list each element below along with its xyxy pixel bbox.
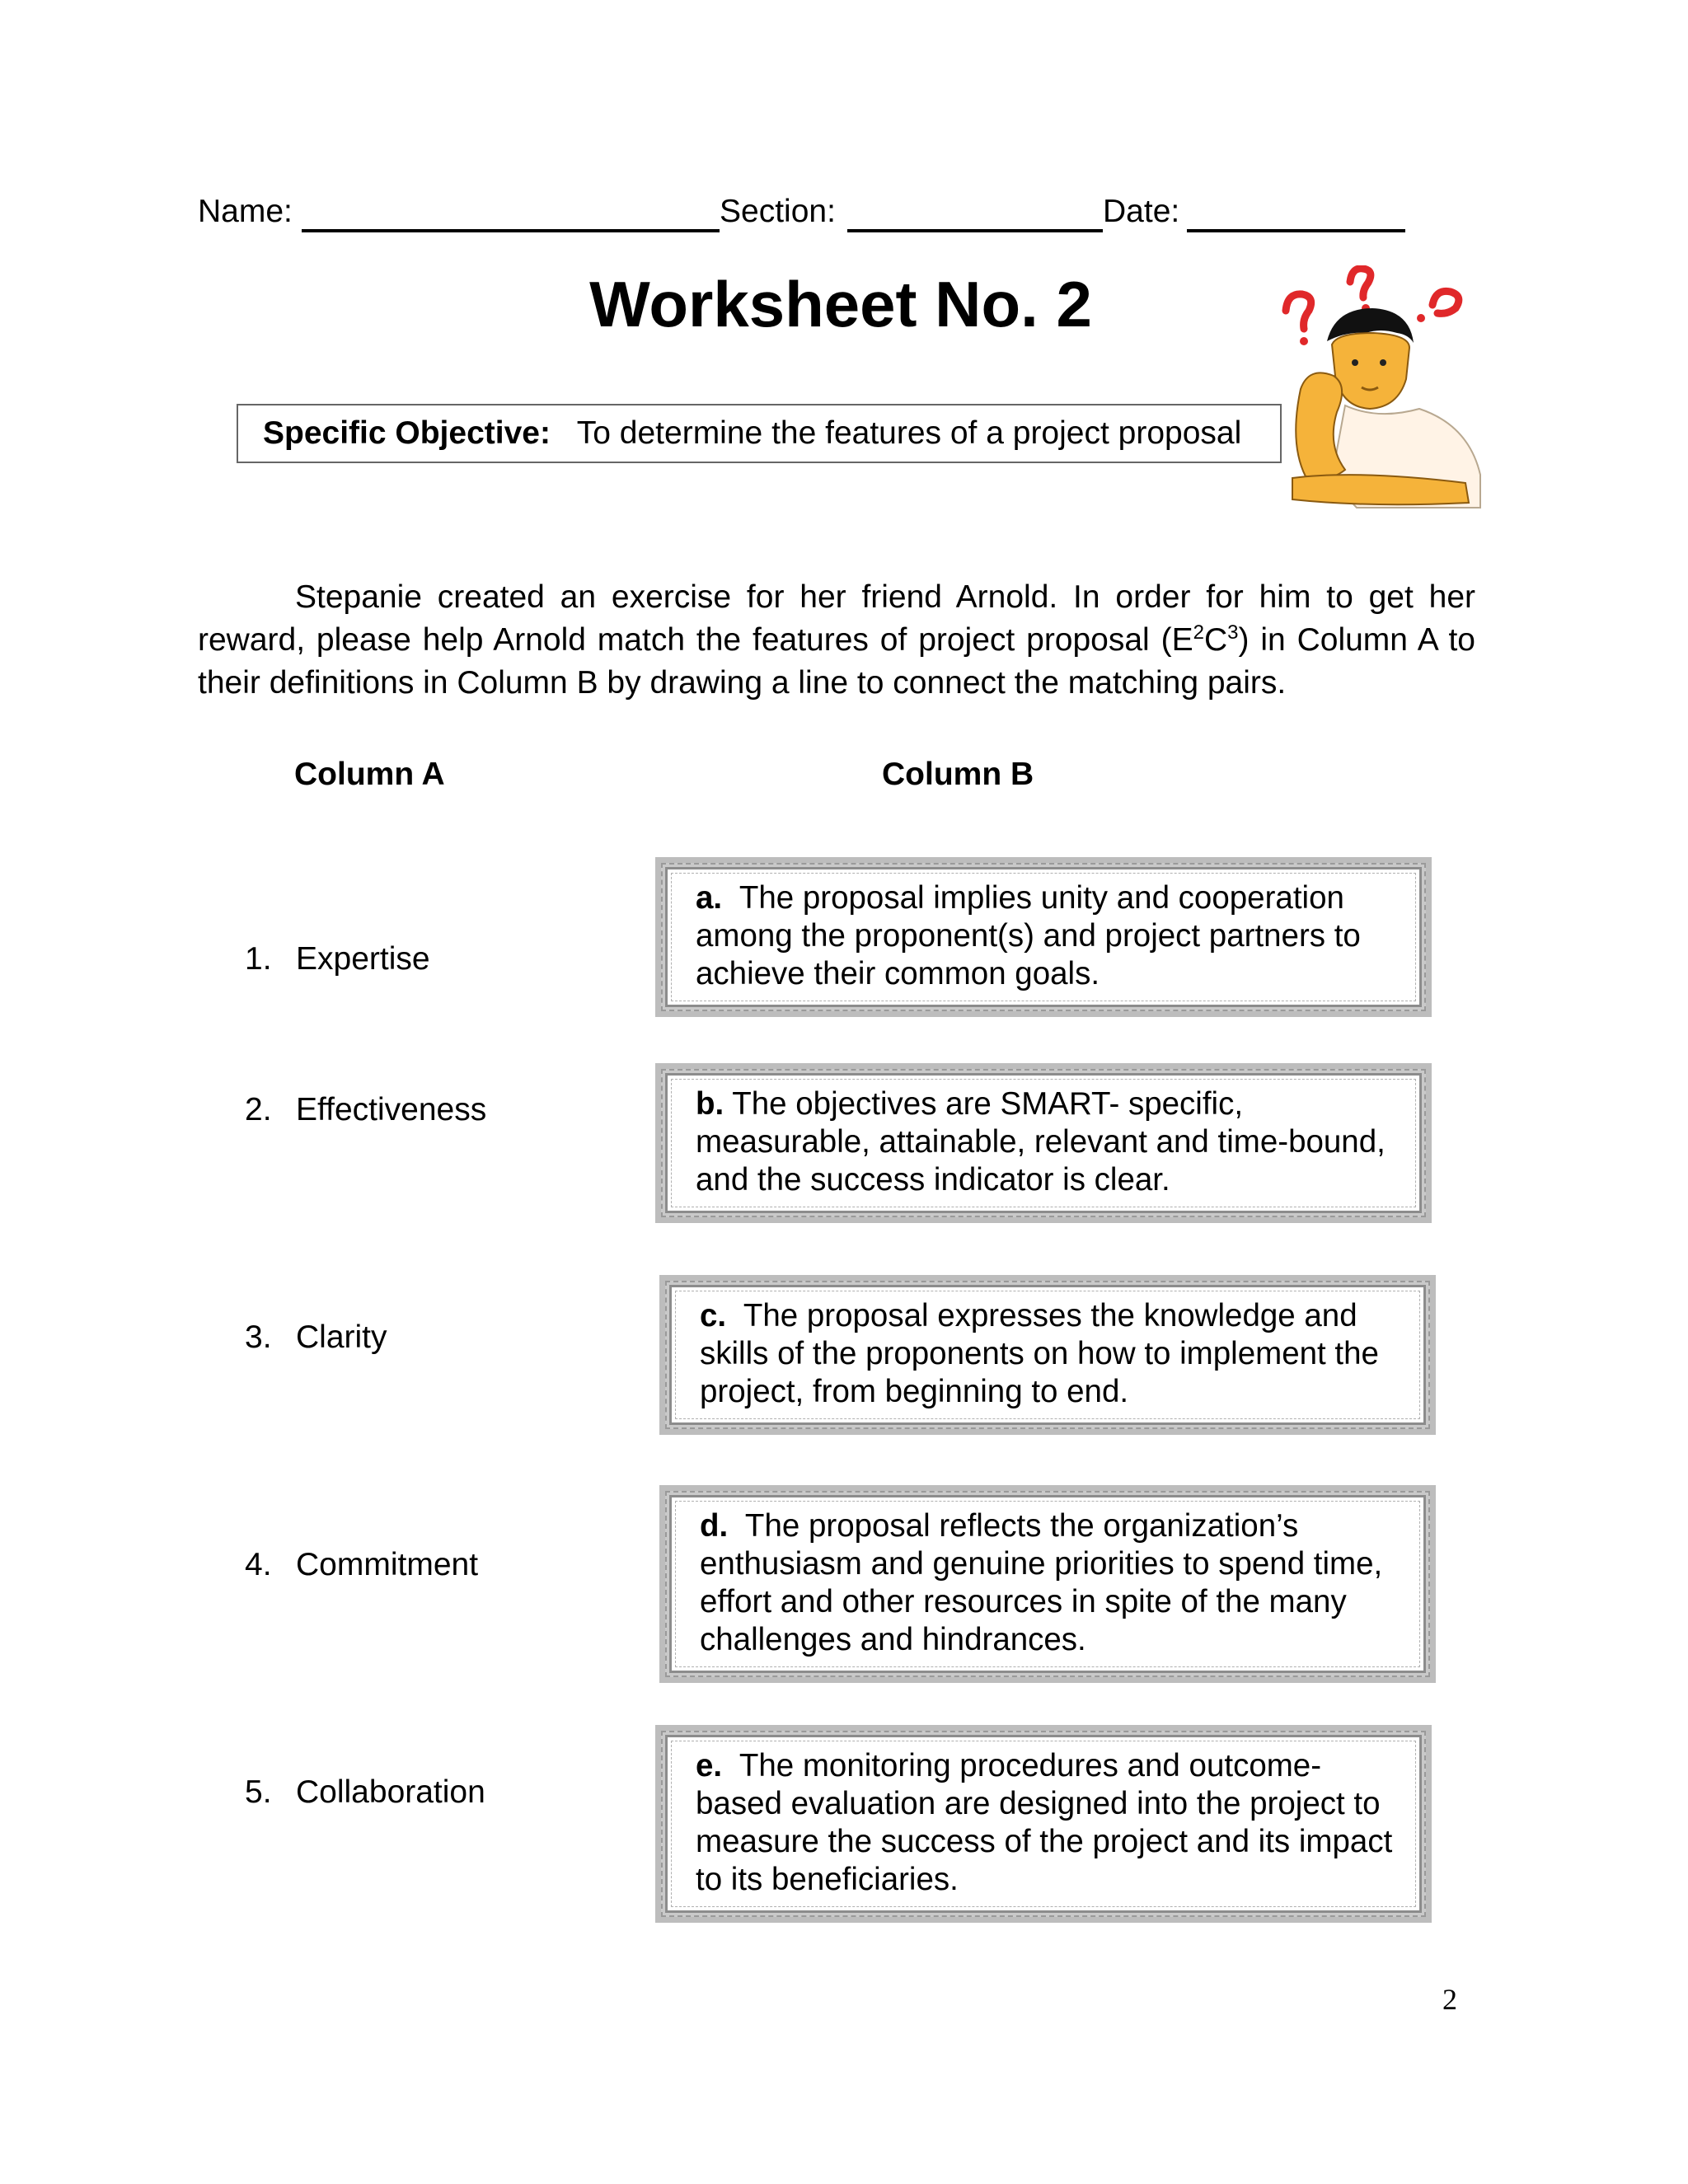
item-number: 5. <box>245 1774 272 1810</box>
objective-label: Specific Objective: <box>263 415 551 451</box>
column-a-item[interactable] <box>245 1319 387 1356</box>
instructions-text-2: ) in Column A to their definitions in Column B by drawing a line to connect the matching pairs. <box>198 622 1475 701</box>
worksheet-title: Worksheet No. 2 <box>589 268 1092 340</box>
date-blank[interactable] <box>1187 229 1405 232</box>
definition-letter: b. <box>696 1086 724 1122</box>
item-label: Collaboration <box>296 1774 485 1810</box>
column-a-heading: Column A <box>294 757 445 792</box>
objective-box <box>237 404 1282 463</box>
superscript-3: 3 <box>1227 621 1239 644</box>
column-a-item[interactable] <box>245 1092 486 1128</box>
objective-text: To determine the features of a project proposal <box>576 415 1242 451</box>
definition-letter: d. <box>700 1508 729 1544</box>
item-number: 1. <box>245 941 272 977</box>
definition-letter: e. <box>696 1748 723 1783</box>
column-a-item[interactable] <box>245 1547 478 1583</box>
definition-text: The objectives are SMART- specific, measurable, attainable, relevant and time-bound, and the success indicator is clear. <box>696 1086 1386 1197</box>
thinking-person-with-question-marks-icon <box>1276 265 1484 509</box>
name-blank[interactable] <box>302 229 720 232</box>
name-label: Name: <box>198 194 293 229</box>
definition-text: The proposal reflects the organization’s enthusiasm and genuine priorities to spend time, effort and other resources in spite of the many challenges and hindrances. <box>700 1508 1383 1657</box>
date-label: Date: <box>1103 194 1180 229</box>
item-number: 3. <box>245 1319 272 1355</box>
definition-letter: a. <box>696 880 723 916</box>
column-b-definition-box[interactable] <box>655 1063 1432 1223</box>
item-label: Clarity <box>296 1319 387 1355</box>
item-label: Expertise <box>296 941 430 977</box>
instructions-paragraph <box>198 576 1475 705</box>
section-blank[interactable] <box>847 229 1103 232</box>
column-b-definition-box[interactable] <box>655 1725 1432 1923</box>
instructions-text-1: Stepanie created an exercise for her friend Arnold. In order for him to get her reward, please help Arnold match the features of project proposal (E <box>198 579 1475 658</box>
definition-text: The monitoring procedures and outcome-based evaluation are designed into the project to measure the success of the project and its impact to its beneficiaries. <box>696 1748 1393 1897</box>
student-info-row <box>198 194 1418 243</box>
column-b-definition-box[interactable] <box>659 1275 1436 1435</box>
column-b-definition-box[interactable] <box>655 857 1432 1017</box>
definition-letter: c. <box>700 1298 727 1333</box>
column-a-item[interactable] <box>245 1774 485 1811</box>
item-number: 2. <box>245 1092 272 1127</box>
definition-text: The proposal implies unity and cooperation among the proponent(s) and project partners to achieve their common goals. <box>696 880 1361 991</box>
item-number: 4. <box>245 1547 272 1582</box>
column-a-item[interactable] <box>245 941 430 977</box>
item-label: Commitment <box>296 1547 479 1582</box>
item-label: Effectiveness <box>296 1092 487 1127</box>
definition-text: The proposal expresses the knowledge and skills of the proponents on how to implement the project, from beginning to end. <box>700 1298 1379 1409</box>
column-b-definition-box[interactable] <box>659 1485 1436 1683</box>
page-number: 2 <box>1442 1983 1457 2016</box>
instructions-text-c: C <box>1203 622 1228 658</box>
section-label: Section: <box>720 194 836 229</box>
column-b-heading: Column B <box>882 757 1034 792</box>
superscript-2: 2 <box>1193 621 1204 644</box>
